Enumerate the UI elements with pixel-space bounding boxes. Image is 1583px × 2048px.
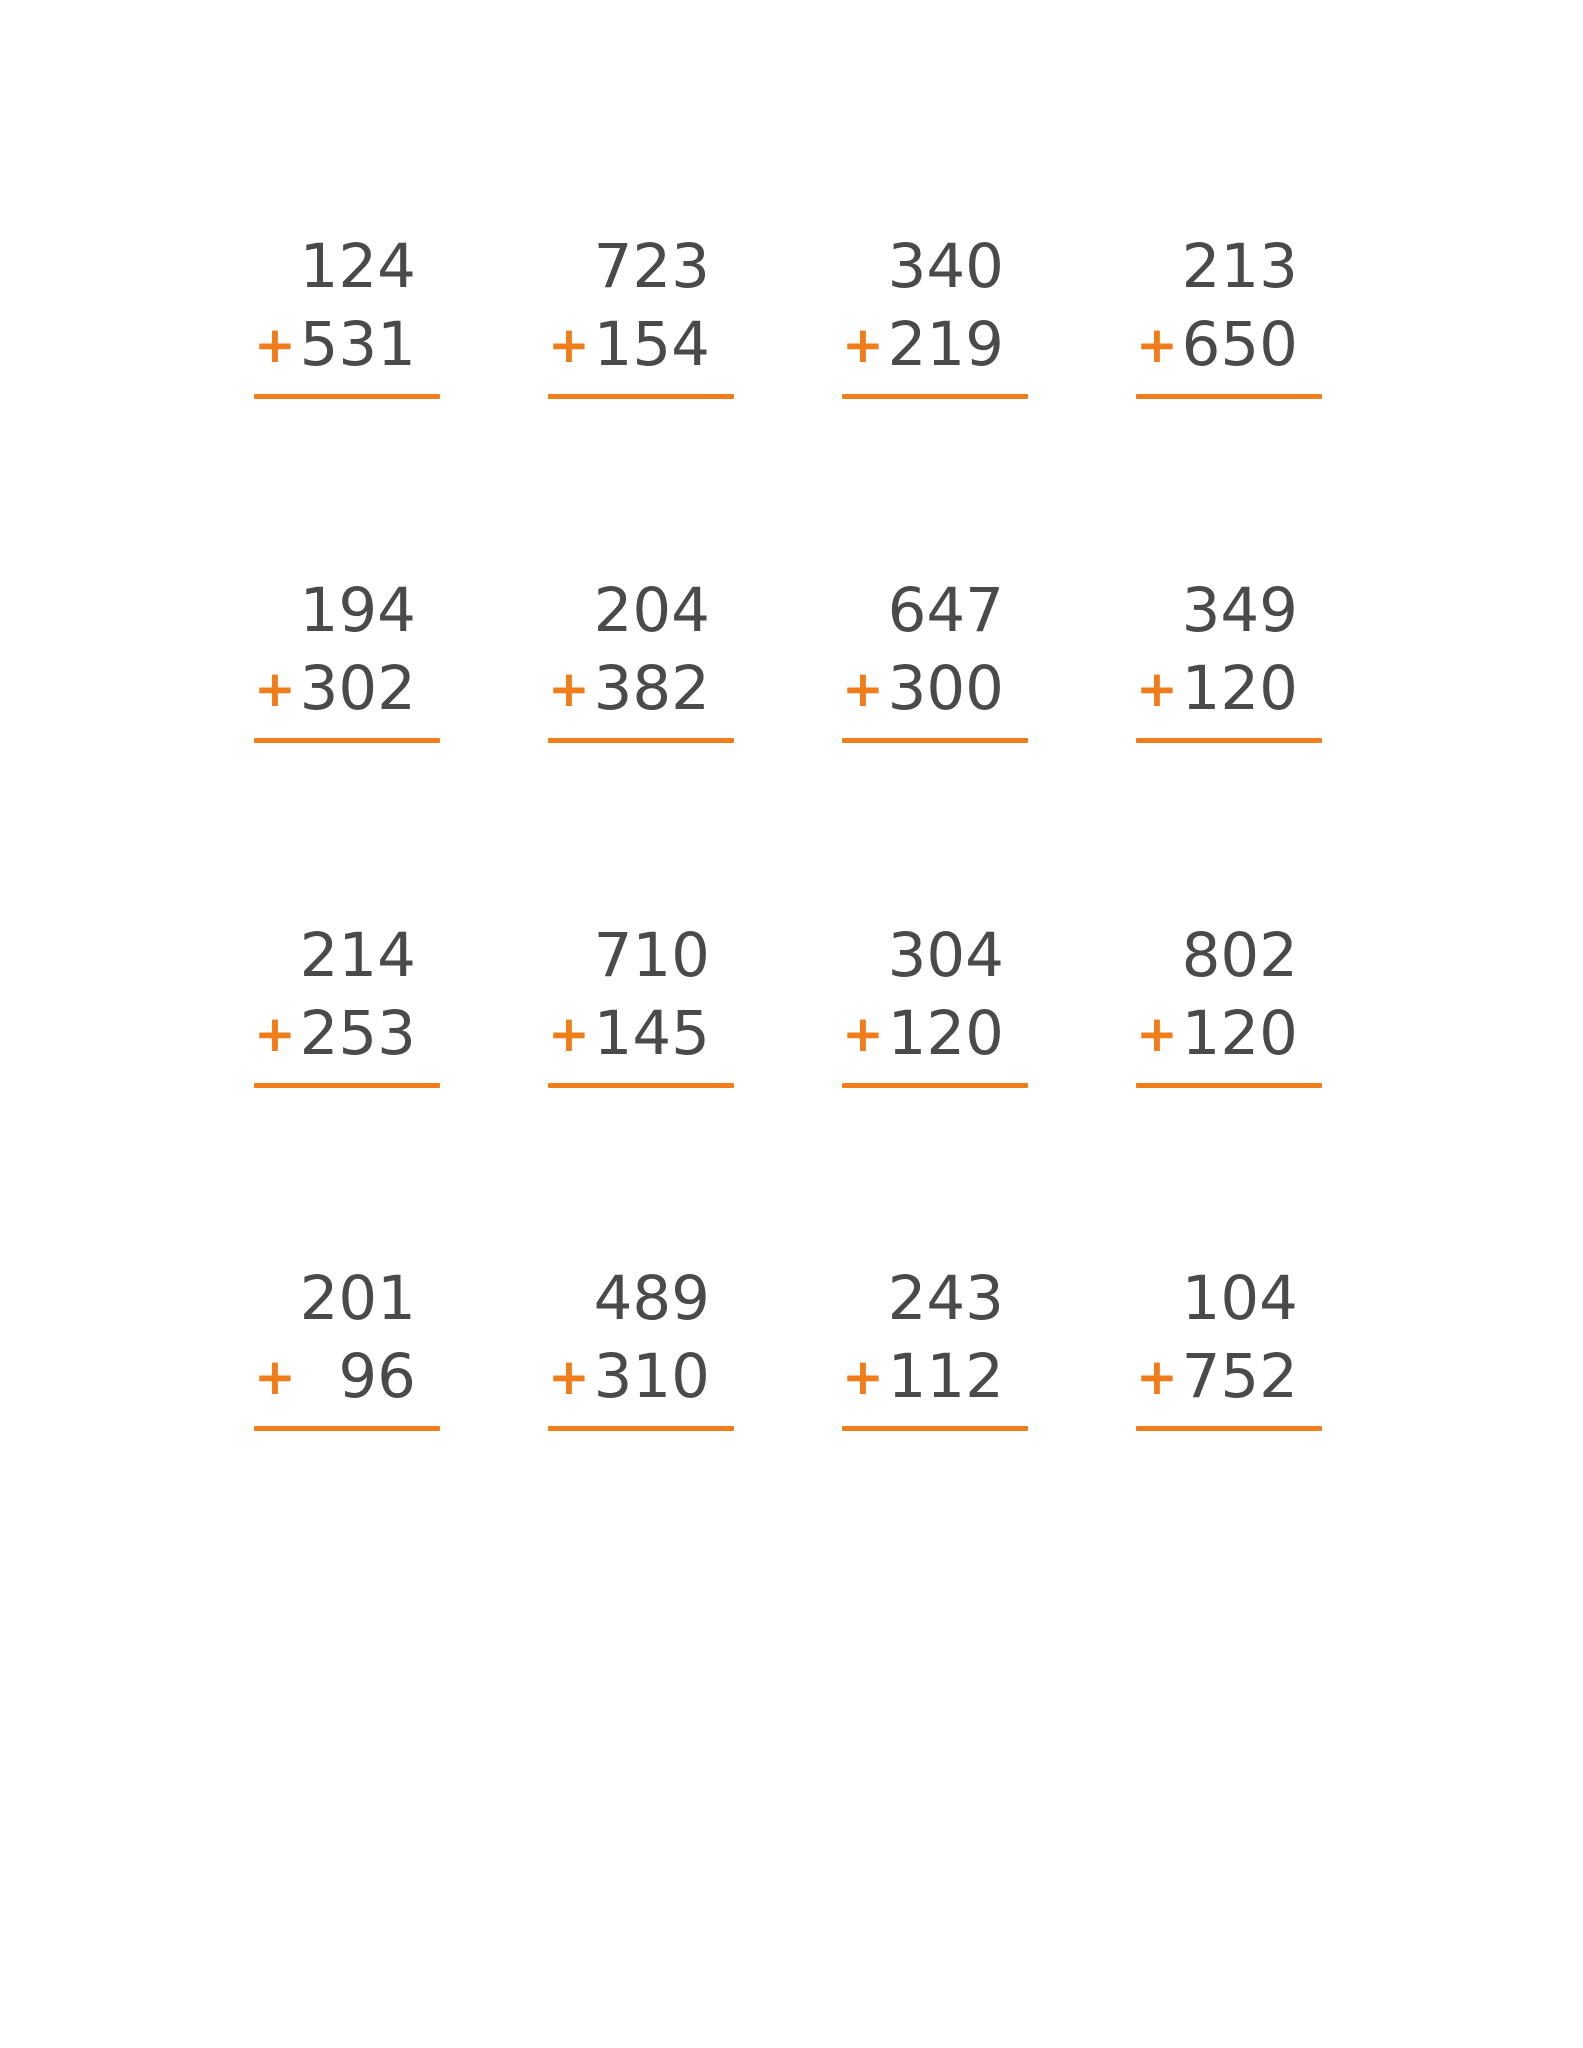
plus-sign-icon: +: [548, 316, 590, 374]
bottom-addend: 300: [887, 653, 1004, 724]
answer-line: [548, 1426, 734, 1431]
plus-sign-icon: +: [548, 1005, 590, 1063]
top-addend: 194: [299, 575, 416, 646]
addition-problem: [1136, 920, 1322, 1100]
addition-problem: [842, 231, 1028, 411]
answer-line: [254, 738, 440, 743]
bottom-addend: 120: [1181, 653, 1298, 724]
addition-problem: [548, 1263, 734, 1443]
plus-sign-icon: +: [1136, 660, 1178, 718]
plus-sign-icon: +: [548, 660, 590, 718]
bottom-addend: 253: [299, 998, 416, 1069]
plus-sign-icon: +: [548, 1348, 590, 1406]
addition-problem: [254, 231, 440, 411]
bottom-addend: 531: [299, 309, 416, 380]
top-addend: 304: [887, 920, 1004, 991]
plus-sign-icon: +: [254, 660, 296, 718]
addition-problem: [548, 920, 734, 1100]
addition-problem: [548, 231, 734, 411]
top-addend: 710: [593, 920, 710, 991]
top-addend: 124: [299, 231, 416, 302]
addition-problem: [254, 575, 440, 755]
bottom-addend: 302: [299, 653, 416, 724]
top-addend: 104: [1181, 1263, 1298, 1334]
bottom-addend: 382: [593, 653, 710, 724]
bottom-addend: 154: [593, 309, 710, 380]
top-addend: 204: [593, 575, 710, 646]
plus-sign-icon: +: [1136, 1005, 1178, 1063]
bottom-addend: 752: [1181, 1341, 1298, 1412]
top-addend: 489: [593, 1263, 710, 1334]
plus-sign-icon: +: [842, 316, 884, 374]
answer-line: [254, 1426, 440, 1431]
plus-sign-icon: +: [1136, 1348, 1178, 1406]
answer-line: [842, 394, 1028, 399]
addition-problem: [842, 920, 1028, 1100]
answer-line: [548, 738, 734, 743]
answer-line: [548, 394, 734, 399]
bottom-addend: 112: [887, 1341, 1004, 1412]
bottom-addend: 120: [887, 998, 1004, 1069]
addition-problem: [1136, 575, 1322, 755]
addition-problem: [254, 1263, 440, 1443]
bottom-addend: 310: [593, 1341, 710, 1412]
answer-line: [254, 1083, 440, 1088]
answer-line: [842, 1426, 1028, 1431]
bottom-addend: 145: [593, 998, 710, 1069]
plus-sign-icon: +: [842, 1005, 884, 1063]
answer-line: [1136, 1083, 1322, 1088]
top-addend: 213: [1181, 231, 1298, 302]
answer-line: [548, 1083, 734, 1088]
addition-problem: [842, 575, 1028, 755]
top-addend: 340: [887, 231, 1004, 302]
top-addend: 349: [1181, 575, 1298, 646]
top-addend: 243: [887, 1263, 1004, 1334]
plus-sign-icon: +: [842, 1348, 884, 1406]
top-addend: 201: [299, 1263, 416, 1334]
addition-problem: [254, 920, 440, 1100]
answer-line: [1136, 1426, 1322, 1431]
addition-problem: [1136, 1263, 1322, 1443]
addition-problem: [1136, 231, 1322, 411]
top-addend: 723: [593, 231, 710, 302]
answer-line: [842, 1083, 1028, 1088]
top-addend: 802: [1181, 920, 1298, 991]
bottom-addend: 96: [338, 1341, 416, 1412]
top-addend: 647: [887, 575, 1004, 646]
answer-line: [254, 394, 440, 399]
plus-sign-icon: +: [842, 660, 884, 718]
plus-sign-icon: +: [254, 1348, 296, 1406]
top-addend: 214: [299, 920, 416, 991]
plus-sign-icon: +: [254, 1005, 296, 1063]
addition-problem: [548, 575, 734, 755]
bottom-addend: 120: [1181, 998, 1298, 1069]
plus-sign-icon: +: [254, 316, 296, 374]
answer-line: [1136, 738, 1322, 743]
answer-line: [1136, 394, 1322, 399]
addition-problem: [842, 1263, 1028, 1443]
answer-line: [842, 738, 1028, 743]
bottom-addend: 650: [1181, 309, 1298, 380]
bottom-addend: 219: [887, 309, 1004, 380]
plus-sign-icon: +: [1136, 316, 1178, 374]
